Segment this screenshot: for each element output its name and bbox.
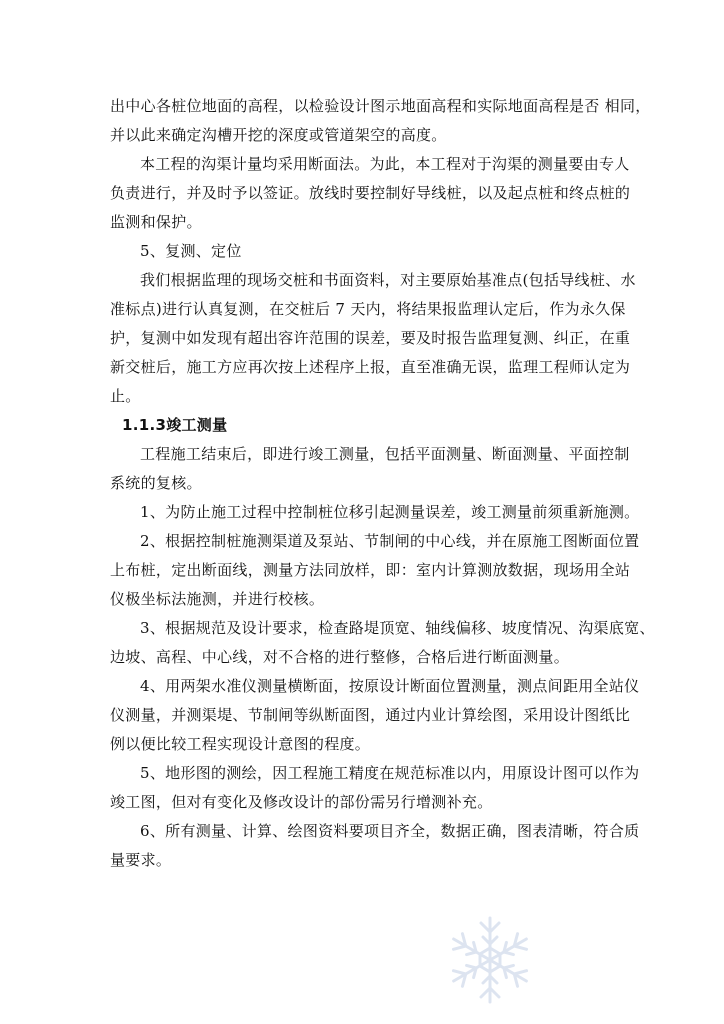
text-line: 工程施工结束后，即进行竣工测量，包括平面测量、断面测量、平面控制 [140, 445, 630, 463]
text-line: 准标点)进行认真复测，在交桩后 7 天内，将结果报监理认定后，作为永久保 [110, 300, 626, 318]
text-line: 出中心各桩位地面的高程，以检验设计图示地面高程和实际地面高程是否 相同， [110, 97, 651, 115]
snowflake-logo-icon [440, 910, 540, 1010]
text-line: 6、所有测量、计算、绘图资料要项目齐全，数据正确，图表清晰，符合质 [140, 822, 640, 840]
text-line: 监测和保护。 [110, 213, 202, 231]
text-line: 仪测量，并测渠堤、节制闸等纵断面图，通过内业计算绘图，采用设计图纸比 [110, 706, 631, 724]
text-line: 并以此来确定沟槽开挖的深度或管道架空的高度。 [110, 126, 447, 144]
text-line: 5、地形图的测绘，因工程施工精度在规范标准以内，用原设计图可以作为 [140, 764, 640, 782]
text-line: 上布桩，定出断面线，测量方法同放样，即：室内计算测放数据，现场用全站 [110, 561, 631, 579]
text-line: 2、根据控制桩施测渠道及泵站、节制闸的中心线，并在原施工图断面位置 [140, 532, 640, 550]
text-line: 仪极坐标法施测，并进行校核。 [110, 590, 325, 608]
text-line: 例以便比较工程实现设计意图的程度。 [110, 735, 371, 753]
subsection-label: 5、复测、定位 [140, 242, 242, 260]
text-line: 护，复测中如发现有超出容许范围的误差，要及时报告监理复测、纠正，在重 [110, 329, 631, 347]
text-line: 量要求。 [110, 851, 172, 869]
text-line: 系统的复核。 [110, 474, 202, 492]
text-line: 本工程的沟渠计量均采用断面法。为此，本工程对于沟渠的测量要由专人 [140, 155, 630, 173]
section-heading: 1.1.3竣工测量 [122, 416, 228, 434]
document-body [110, 92, 655, 875]
text-line: 1、为防止施工过程中控制桩位移引起测量误差，竣工测量前须重新施测。 [140, 503, 640, 521]
text-line: 4、用两架水准仪测量横断面，按原设计断面位置测量，测点间距用全站仪 [140, 677, 640, 695]
text-line: 边坡、高程、中心线，对不合格的进行整修，合格后进行断面测量。 [110, 648, 570, 666]
text-line: 负责进行，并及时予以签证。放线时要控制好导线桩，以及起点桩和终点桩的 [110, 184, 631, 202]
text-line: 3、根据规范及设计要求，检查路堤顶宽、轴线偏移、坡度情况、沟渠底宽、 [140, 619, 655, 637]
text-line: 新交桩后，施工方应再次按上述程序上报，直至准确无误，监理工程师认定为 [110, 358, 631, 376]
text-line: 止。 [110, 387, 141, 405]
text-line: 我们根据监理的现场交桩和书面资料，对主要原始基准点(包括导线桩、水 [140, 271, 636, 289]
text-line: 竣工图，但对有变化及修改设计的部份需另行增测补充。 [110, 793, 493, 811]
